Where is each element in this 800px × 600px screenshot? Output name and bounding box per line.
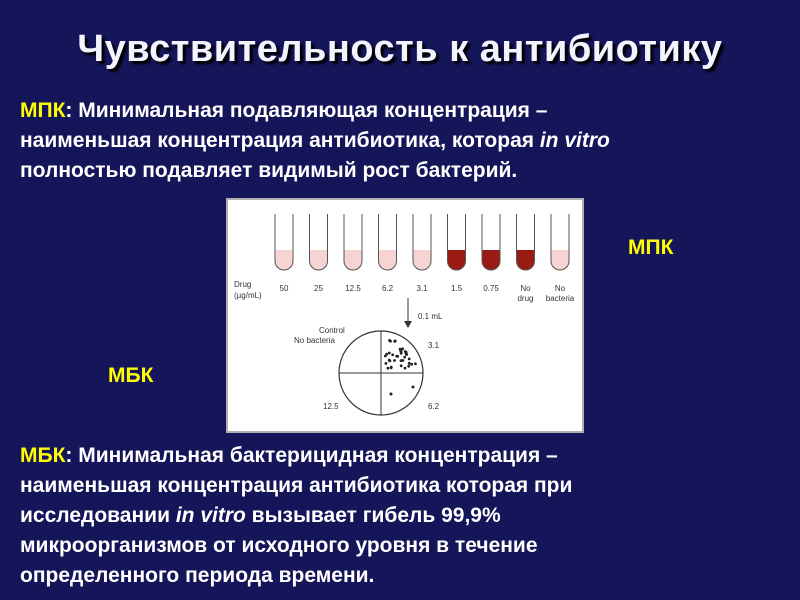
colony-dot [387, 367, 390, 370]
colony-dot [385, 362, 388, 365]
mpk-definition-line-2 [20, 126, 790, 156]
colony-dot [395, 355, 398, 358]
mpk-definition [20, 96, 790, 186]
colony-dot [388, 339, 391, 342]
mbk-definition-line-5: определенного периода времени. [20, 564, 375, 587]
mbk-definition-line-1 [20, 441, 790, 471]
tube-label: 1.5 [450, 284, 463, 293]
plate-label-12-5: 12.5 [323, 402, 339, 411]
mpk-in-vitro: in vitro [539, 129, 610, 152]
tube-label: 0.75 [483, 284, 499, 293]
mbk-definition-text-3b: вызывает гибель 99,9% [245, 504, 501, 527]
test-tube [546, 214, 575, 303]
colony-dot [390, 366, 393, 369]
colony-dot [408, 362, 411, 365]
mpk-definition-text-1: : Минимальная подавляющая концентрация – [65, 99, 548, 122]
colony-dot [414, 362, 417, 365]
colony-dot [400, 364, 403, 367]
tube-label: 25 [314, 284, 323, 293]
dilution-diagram [228, 200, 582, 431]
test-tube [344, 214, 362, 293]
colony-dot [400, 352, 403, 355]
mpk-definition-line-1 [20, 96, 790, 126]
plate-label-no-bacteria: No bacteria [294, 336, 335, 345]
mbk-label: МБК [108, 364, 154, 387]
transfer-volume-label: 0.1 mL [418, 312, 443, 321]
test-tube [517, 214, 535, 303]
colony-dot [393, 359, 396, 362]
dilution-figure [226, 198, 584, 433]
mbk-definition-line-3 [20, 501, 790, 531]
mbk-definition [20, 441, 790, 591]
tube-label: 50 [279, 284, 289, 293]
tube-label: 3.1 [416, 284, 428, 293]
plate-label-control: Control [319, 326, 345, 335]
mbk-definition-text-1: : Минимальная бактерицидная концентрация – [65, 444, 558, 467]
colony-dot [405, 351, 408, 354]
colony-dot [403, 356, 406, 359]
slide-title: Чувствительность к антибиотику [77, 28, 723, 70]
colony-dot [407, 365, 410, 368]
tube-label: 6.2 [381, 284, 394, 293]
mbk-in-vitro: in vitro [175, 504, 246, 527]
tube-label: No [520, 284, 531, 293]
colony-dot [404, 367, 407, 370]
tube-label-line-2: bacteria [545, 294, 575, 303]
test-tube [379, 214, 397, 293]
colony-dot [391, 353, 394, 356]
mpk-label: МПК [628, 236, 674, 259]
tube-rack [275, 214, 575, 303]
colony-dot [388, 352, 391, 355]
test-tube [275, 214, 293, 293]
mbk-definition-text-3: исследовании [20, 504, 176, 527]
mpk-term: МПК [20, 99, 66, 122]
test-tube [448, 214, 466, 293]
colony-dot [384, 355, 387, 358]
mpk-definition-text-2: наименьшая концентрация антибиотика, которая [20, 129, 540, 152]
colony-dot [389, 360, 392, 363]
test-tube [310, 214, 328, 293]
colony-dot [401, 359, 404, 362]
transfer-arrowhead [404, 321, 412, 328]
colony-dot [408, 358, 411, 361]
colony-dot [410, 363, 413, 366]
tube-label: No [554, 284, 566, 293]
plate-label-3-1: 3.1 [428, 341, 440, 350]
colony-dot [393, 340, 396, 343]
drug-label: Drug [234, 280, 252, 289]
mbk-definition-line-4: микроорганизмов от исходного уровня в течение [20, 534, 538, 557]
plate-label-6-2: 6.2 [428, 402, 440, 411]
mbk-definition-line-2: наименьшая концентрация антибиотика которая при [20, 474, 573, 497]
test-tube [482, 214, 500, 293]
mpk-definition-line-3: полностью подавляет видимый рост бактерий. [20, 159, 518, 182]
tube-label-line-2: drug [517, 294, 534, 303]
tube-label: 12.5 [345, 284, 361, 293]
drug-unit-label: (µg/mL) [234, 291, 262, 300]
test-tube [413, 214, 431, 293]
mbk-term: МБК [20, 444, 66, 467]
